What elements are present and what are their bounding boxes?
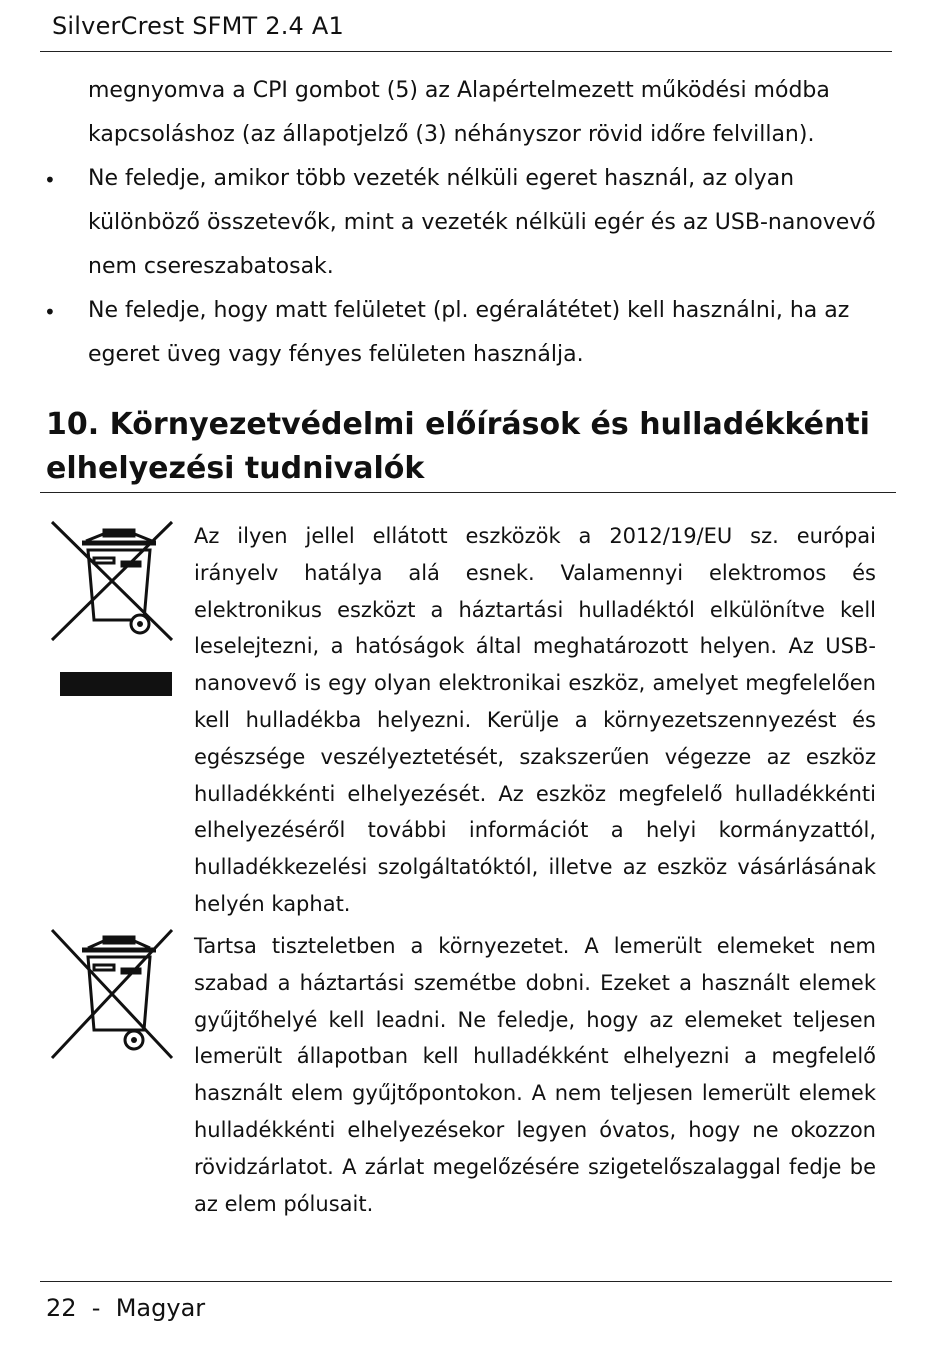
- bullet-marker: •: [44, 168, 56, 192]
- bullet-marker: •: [44, 300, 56, 324]
- header-divider: [40, 51, 892, 52]
- intro-line: megnyomva a CPI gombot (5) az Alapértelmezett működési módba: [88, 78, 830, 103]
- crossed-out-wheelie-bin-with-bar-icon: [48, 516, 180, 700]
- bullet-line: nem csereszabatosak.: [88, 254, 334, 279]
- battery-disposal-paragraph: Tartsa tiszteletben a környezetet. A lemerült elemeket nem szabad a háztartási szemétbe dobni. Ezeket a használt elemek gyűjtőhelyé kell leadni. Ne feledje, hogy az elemeket teljesen lemerült állapotban kell hulladékként elhelyezni a megfelelő használt elem gyűjtőpontokon. A nem teljesen lemerült elemek hulladékkénti elhelyezésekor legyen óvatos, hogy ne okozzon rövidzárlatot. A zárlat megelőzésére szigetelőszalaggal fedje be az elem pólusait.: [194, 934, 876, 1216]
- intro-line: kapcsoláshoz (az állapotjelző (3) néhányszor rövid időre felvillan).: [88, 122, 815, 147]
- section-divider: [40, 492, 896, 493]
- weee-disposal-paragraph: Az ilyen jellel ellátott eszközök a 2012/19/EU sz. európai irányelv hatálya alá esnek. Valamennyi elektromos és elektronikus eszközt a háztartási hulladéktól elkülönítve kell leselejtezni, a hatóságok által meghatározott helyen. Az USB-nanovevő is egy olyan elektronikai eszköz, amelyet megfelelően kell hulladékba helyezni. Kerülje a környezetszennyezést és egészsége veszélyeztetését, szakszerűen végezze az eszköz hulladékkénti elhelyezését. Az eszköz megfelelő hulladékkénti elhelyezéséről további információt a helyi kormányzattól, hulladékkezelési szolgáltatóktól, illetve az eszköz vásárlásának helyén kaphat.: [194, 524, 876, 916]
- footer-divider: [40, 1281, 892, 1282]
- page-header-title: SilverCrest SFMT 2.4 A1: [52, 12, 344, 40]
- crossed-out-wheelie-bin-icon: [48, 924, 180, 1062]
- bullet-line: egeret üveg vagy fényes felületen használja.: [88, 342, 584, 367]
- section-heading-line: 10. Környezetvédelmi előírások és hulladékkénti: [46, 407, 870, 442]
- bullet-line: Ne feledje, amikor több vezeték nélküli egeret használ, az olyan: [88, 166, 795, 191]
- bullet-line: Ne feledje, hogy matt felületet (pl. egéralátétet) kell használni, ha az: [88, 298, 850, 323]
- bullet-line: különböző összetevők, mint a vezeték nélküli egér és az USB-nanovevő: [88, 210, 876, 235]
- page-footer: 22 - Magyar: [46, 1294, 206, 1322]
- section-heading-line: elhelyezési tudnivalók: [46, 451, 425, 486]
